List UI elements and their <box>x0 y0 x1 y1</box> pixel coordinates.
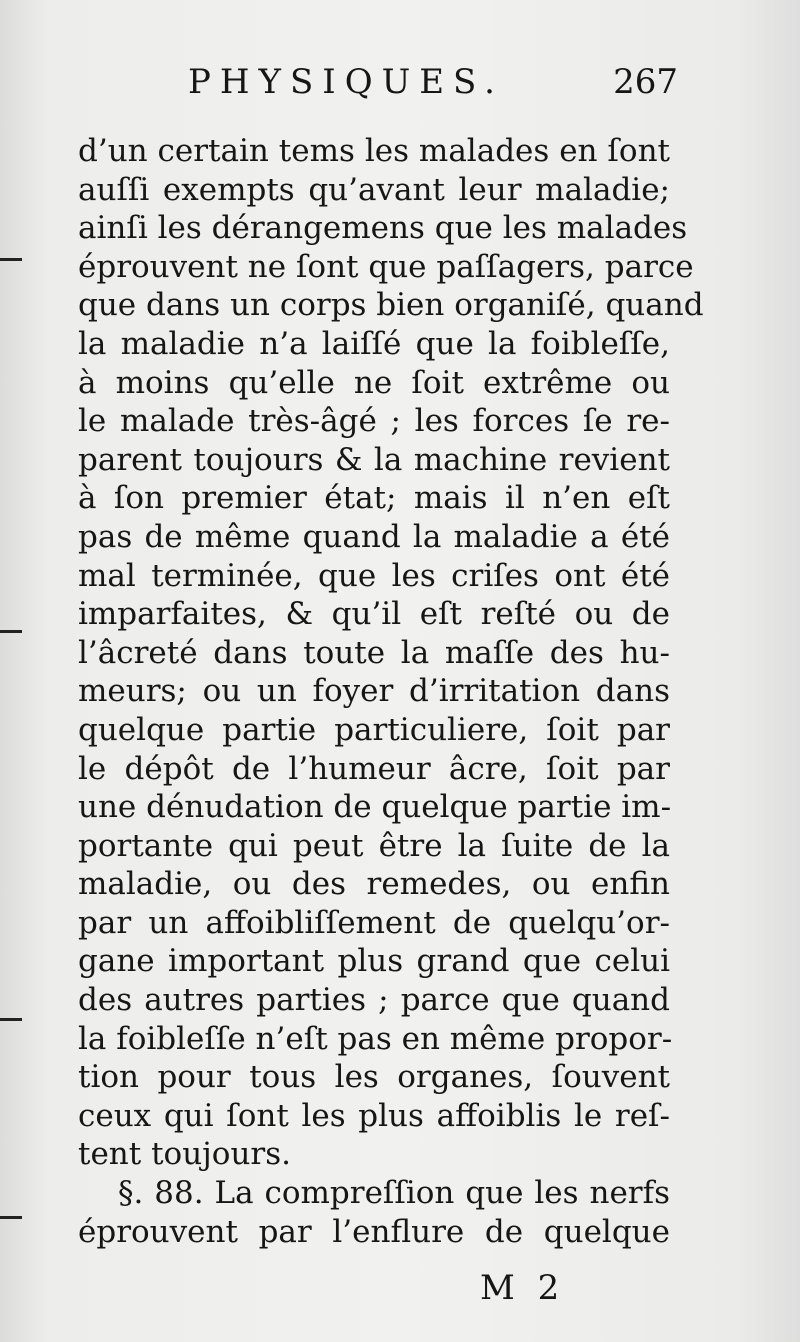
text-line: tion pour tous les organes, ſouvent <box>78 1059 670 1096</box>
signature-mark: M 2 <box>480 1268 566 1308</box>
text-line: mal terminée, que les criſes ont été <box>78 557 670 594</box>
text-line: ainſi les dérangemens que les malades <box>78 210 688 247</box>
text-line: éprouvent par l’enflure de quelque <box>78 1213 670 1250</box>
text-line: gane important plus grand que celui <box>78 943 670 980</box>
text-line: éprouvent ne ſont que paſſagers, parce <box>78 248 694 285</box>
body-text <box>78 132 704 1251</box>
text-line: ceux qui ſont les plus affoiblis le reſ- <box>78 1097 670 1134</box>
text-line: que dans un corps bien organiſé, quand <box>78 287 704 324</box>
page-edge-mark <box>0 630 22 633</box>
section-start-line: §. 88. La compreſſion que les nerfs <box>118 1175 670 1212</box>
text-line: à moins qu’elle ne ſoit extrême ou <box>78 364 670 401</box>
text-line: la foibleſſe n’eſt pas en même propor- <box>78 1020 673 1057</box>
page-number: 267 <box>613 62 678 102</box>
text-line: quelque partie particuliere, ſoit par <box>78 711 670 748</box>
text-line: l’âcreté dans toute la maſſe des hu- <box>78 634 670 671</box>
text-line: imparfaites, & qu’il eſt reſté ou de <box>78 596 670 633</box>
text-line: une dénudation de quelque partie im- <box>78 789 672 826</box>
text-line: la maladie n’a laiſſé que la foibleſſe, <box>78 325 670 362</box>
text-line: des autres parties ; parce que quand <box>78 982 670 1019</box>
text-line: pas de même quand la maladie a été <box>78 518 670 555</box>
text-line: à ſon premier état; mais il n’en eſt <box>78 480 670 517</box>
text-line: meurs; ou un foyer d’irritation dans <box>78 673 670 710</box>
text-line: par un affoibliſſement de quelqu’or- <box>78 904 670 941</box>
page-header <box>188 62 678 112</box>
text-line: parent toujours & la machine revient <box>78 441 670 478</box>
running-title: PHYSIQUES. <box>188 62 504 102</box>
text-line: auſſi exempts qu’avant leur maladie; <box>78 171 670 208</box>
page-edge-mark <box>0 1216 22 1219</box>
page-edge-mark <box>0 1018 22 1021</box>
page-edge-mark <box>0 258 22 261</box>
text-line: le malade très-âgé ; les forces ſe re- <box>78 403 670 440</box>
text-line: tent toujours. <box>78 1136 291 1173</box>
text-line: le dépôt de l’humeur âcre, ſoit par <box>78 750 670 787</box>
text-line: maladie, ou des remedes, ou enfin <box>78 866 670 903</box>
text-line: portante qui peut être la ſuite de la <box>78 827 670 864</box>
text-line: d’un certain tems les malades en ſont <box>78 133 670 169</box>
